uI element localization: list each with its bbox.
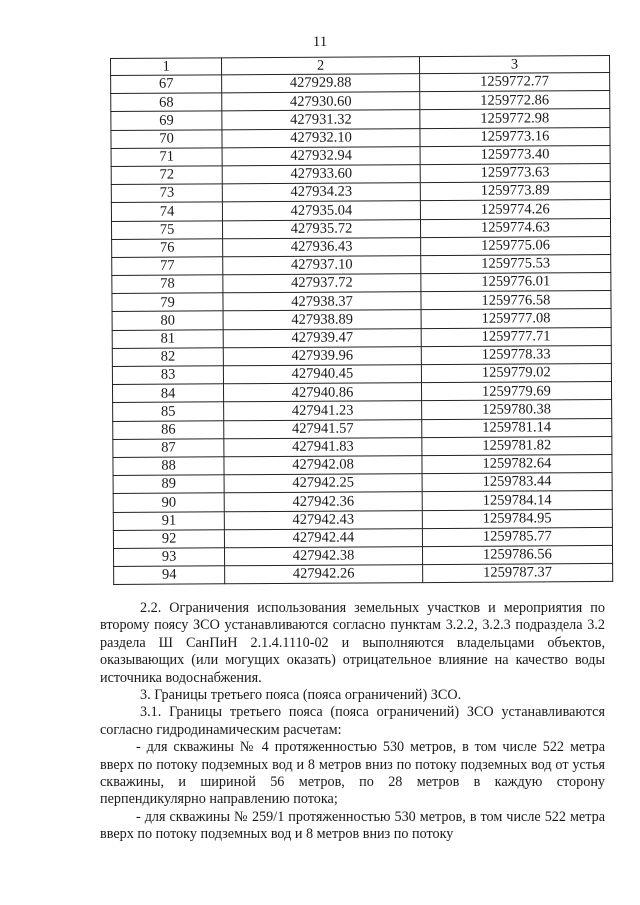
table-cell: 74 <box>111 202 222 221</box>
table-cell: 1259777.71 <box>421 327 611 346</box>
table-cell: 1259773.89 <box>420 182 610 201</box>
table-cell: 81 <box>112 329 223 348</box>
table-cell: 427942.26 <box>225 565 423 584</box>
paragraph-3: 3. Границы третьего пояса (пояса ограничений) ЗСО. <box>140 687 462 704</box>
table-cell: 427942.43 <box>225 510 423 529</box>
table-cell: 1259784.95 <box>422 509 612 528</box>
column-header-2: 2 <box>222 57 420 75</box>
table-cell: 427942.36 <box>224 492 422 511</box>
table-cell: 79 <box>112 293 223 312</box>
table-cell: 427936.43 <box>223 237 421 256</box>
table-cell: 72 <box>111 166 222 185</box>
table-cell: 73 <box>111 184 222 203</box>
table-cell: 93 <box>113 548 224 567</box>
table-cell: 427942.44 <box>225 528 423 547</box>
table-cell: 84 <box>112 384 223 403</box>
table-cell: 427937.72 <box>223 274 421 293</box>
table-cell: 427942.08 <box>224 456 422 475</box>
table-cell: 1259772.86 <box>420 91 610 110</box>
table-cell: 82 <box>112 348 223 367</box>
table-cell: 1259777.08 <box>421 309 611 328</box>
table-cell: 1259780.38 <box>421 400 611 419</box>
table-cell: 69 <box>111 111 222 130</box>
page-number: 11 <box>312 34 328 50</box>
table-cell: 1259779.02 <box>421 363 611 382</box>
table-cell: 427935.72 <box>223 219 421 238</box>
table-cell: 1259782.64 <box>422 454 612 473</box>
table-cell: 427942.38 <box>225 546 423 565</box>
table-cell: 87 <box>113 439 224 458</box>
table-cell: 78 <box>112 275 223 294</box>
table-cell: 427940.45 <box>224 365 422 384</box>
column-header-3: 3 <box>419 55 609 73</box>
table-cell: 1259784.14 <box>422 491 612 510</box>
table-cell: 1259783.44 <box>422 473 612 492</box>
table-cell: 75 <box>111 220 222 239</box>
table-cell: 1259773.40 <box>420 145 610 164</box>
table-cell: 427941.83 <box>224 437 422 456</box>
table-cell: 427939.96 <box>224 346 422 365</box>
table-cell: 427934.23 <box>223 183 421 202</box>
table-cell: 89 <box>113 475 224 494</box>
table-cell: 427930.60 <box>222 92 420 111</box>
table-cell: 70 <box>111 129 222 148</box>
table-cell: 427941.23 <box>224 401 422 420</box>
table-cell: 427941.57 <box>224 419 422 438</box>
table-cell: 1259787.37 <box>422 564 612 583</box>
table-cell: 71 <box>111 148 222 167</box>
table-body <box>111 72 613 584</box>
table-cell: 1259773.63 <box>420 163 610 182</box>
table-cell: 76 <box>112 239 223 258</box>
table-cell: 427932.94 <box>222 146 420 165</box>
column-header-1: 1 <box>111 58 222 76</box>
table-cell: 92 <box>113 529 224 548</box>
table-cell: 427940.86 <box>224 383 422 402</box>
table-cell: 1259772.98 <box>420 109 610 128</box>
table-cell: 427938.37 <box>223 292 421 311</box>
table-cell: 1259773.16 <box>420 127 610 146</box>
table-cell: 1259786.56 <box>422 545 612 564</box>
table-cell: 83 <box>112 366 223 385</box>
table-cell: 1259781.14 <box>422 418 612 437</box>
coordinates-table <box>110 55 613 585</box>
table-cell: 1259785.77 <box>422 527 612 546</box>
table-cell: 1259775.53 <box>421 254 611 273</box>
table-cell: 94 <box>114 566 225 585</box>
table-cell: 77 <box>112 257 223 276</box>
table-cell: 427932.10 <box>222 128 420 147</box>
table-cell: 427933.60 <box>222 165 420 184</box>
table-cell: 427935.04 <box>223 201 421 220</box>
table-cell: 1259779.69 <box>421 382 611 401</box>
table-row <box>114 564 613 585</box>
table-cell: 88 <box>113 457 224 476</box>
table-cell: 427938.89 <box>223 310 421 329</box>
table-cell: 68 <box>111 93 222 112</box>
table-cell: 1259772.77 <box>419 72 609 91</box>
table-cell: 91 <box>113 511 224 530</box>
table-cell: 85 <box>113 402 224 421</box>
paragraph-well-259-1: - для скважины № 259/1 протяженностью 530 метров, в том числе 522 метра вверх по потоку подземных вод и 8 метров вниз по потоку <box>100 808 605 843</box>
table-cell: 427931.32 <box>222 110 420 129</box>
table-cell: 427942.25 <box>224 474 422 493</box>
table-cell: 90 <box>113 493 224 512</box>
paragraph-2-2: 2.2. Ограничения использования земельных участков и мероприятия по второму поясу ЗСО устанавливаются согласно пунктам 3.2.2, 3.2.3 подраздела 3.2 раздела Ш СанПиН 2.1.4.1110-02 и выполняются владельцами объектов, оказывающих (или могущих оказать) отрицательное влияние на качество воды источника водоснабжения. <box>100 600 605 686</box>
body-text <box>100 600 605 844</box>
table-cell: 1259776.01 <box>421 273 611 292</box>
table-cell: 67 <box>111 75 222 94</box>
table-cell: 427939.47 <box>223 328 421 347</box>
table-cell: 1259774.26 <box>420 200 610 219</box>
table-cell: 1259781.82 <box>422 436 612 455</box>
table-cell: 427937.10 <box>223 255 421 274</box>
table-cell: 427929.88 <box>222 74 420 93</box>
table-cell: 80 <box>112 311 223 330</box>
paragraph-3-1: 3.1. Границы третьего пояса (пояса ограничений) ЗСО устанавливаются согласно гидродинамическим расчетам: <box>100 704 605 738</box>
table-cell: 1259776.58 <box>421 291 611 310</box>
table-cell: 86 <box>113 420 224 439</box>
table-cell: 1259774.63 <box>420 218 610 237</box>
table-cell: 1259775.06 <box>420 236 610 255</box>
table-cell: 1259778.33 <box>421 345 611 364</box>
paragraph-well-4: - для скважины № 4 протяженностью 530 метров, в том числе 522 метра вверх по потоку подземных вод и 8 метров вниз по потоку подземных вод от устья скважины, и шириной 56 метров, по 28 метров в каждую сторону перпендикулярно направлению потока; <box>100 739 605 808</box>
